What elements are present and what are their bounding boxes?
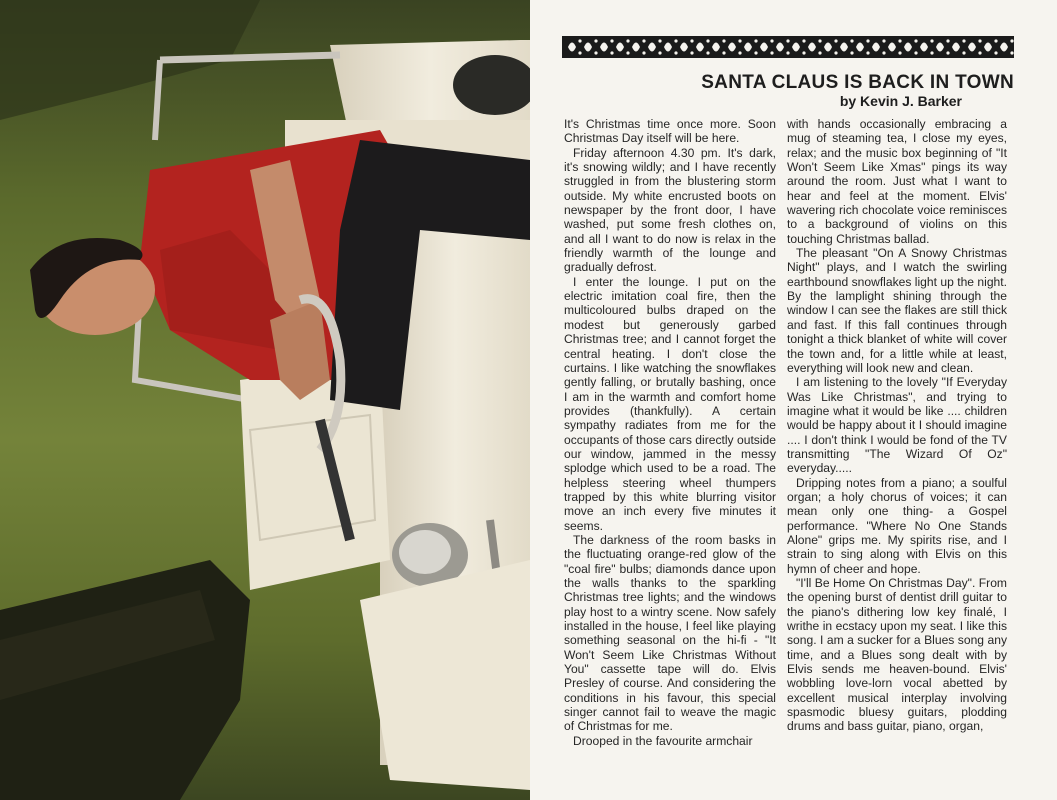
article-page: [530, 0, 1057, 800]
paragraph: I am listening to the lovely "If Everyday Was Like Christmas", and trying to imagine what it would be like .... children would be happy about it I should imagine .... I don't think I would be fond of the TV transmitting "The Wizard Of Oz" everyday.....: [787, 375, 1007, 476]
paragraph: The darkness of the room basks in the fluctuating orange-red glow of the "coal fire" bulbs; diamonds dance upon the walls thanks to the sparkling Christmas tree lights; and the windows play host to a wintry scene. Now safely installed in the house, I feel like playing something seasonal on the hi-fi - "It Won't Seem Like Christmas Without You" cassette tape will do. Elvis Presley of course. And considering the conditions in his favour, this special singer cannot fail to weave the magic of Christmas for me.: [564, 532, 776, 734]
article-column-left: [564, 117, 776, 748]
article-title: SANTA CLAUS IS BACK IN TOWN: [701, 72, 1014, 93]
paragraph: with hands occasionally embracing a mug of steaming tea, I close my eyes, relax; and the music box beginning of "It Won't Seem Like Xmas" pings its way around the room. Just what I want to hear and feel at the moment. Elvis' wavering rich chocolate voice reminisces to a background of violins on this touching Christmas ballad.: [787, 117, 1007, 246]
paragraph: Dripping notes from a piano; a soulful organ; a holy chorus of voices; it can mean only one thing- a Gospel performance. "Where No One Stands Alone" grips me. My spirits rise, and I strain to sing along with Elvis on this hymn of cheer and hope.: [787, 475, 1007, 576]
article-column-right: [787, 117, 1007, 734]
paragraph: "I'll Be Home On Christmas Day". From the opening burst of dentist drill guitar to the piano's dithering low key finalé, I writhe in ecstacy upon my seat. I like this song. I am a sucker for a Blues song any time, and a Blues song dealt with by Elvis sends me heaven-bound. Elvis' wobbling love-lorn vocal abetted by excellent musical interplay involving spasmodic bluesy guitars, plodding drums and bass guitar, piano, organ,: [787, 576, 1007, 734]
article-byline: by Kevin J. Barker: [839, 93, 962, 109]
paragraph: Drooped in the favourite armchair: [573, 733, 753, 748]
paragraph: The pleasant "On A Snowy Christmas Night" plays, and I watch the swirling earthbound snowflakes light up the night. By the lamplight shining through the window I can see the flakes are still thick and fast. If this fall continues through tonight a thick blanket of white will cover the town and, for a little while at least, everything will look new and clean.: [787, 246, 1007, 375]
paragraph: I enter the lounge. I put on the electric imitation coal fire, then the multicoloured bulbs draped on the modest but generously garbed Christmas tree; and I cannot forget the central heating. I don't close the curtains. I like watching the snowflakes gently falling, or brutally bashing, once I am in the warmth and comfort home provides (thankfully). A certain sympathy radiates from me for the occupants of those cars directly outside our window, jammed in the messy splodge which used to be a road. The helpless steering wheel thumpers trapped by this white blurring visitor move an inch every five minutes it seems.: [564, 274, 776, 533]
holly-ornament-border: [562, 36, 1014, 58]
paragraph: It's Christmas time once more. Soon Christmas Day itself will be here.: [564, 117, 776, 146]
paragraph: Friday afternoon 4.30 pm. It's dark, it's snowing wildly; and I have recently struggled in from the blustering storm outside. My white encrusted boots on newspaper by the front door, I have washed, put some fresh clothes on, and all I want to do now is relax in the friendly warmth of the lounge and gradually defrost.: [564, 145, 776, 275]
